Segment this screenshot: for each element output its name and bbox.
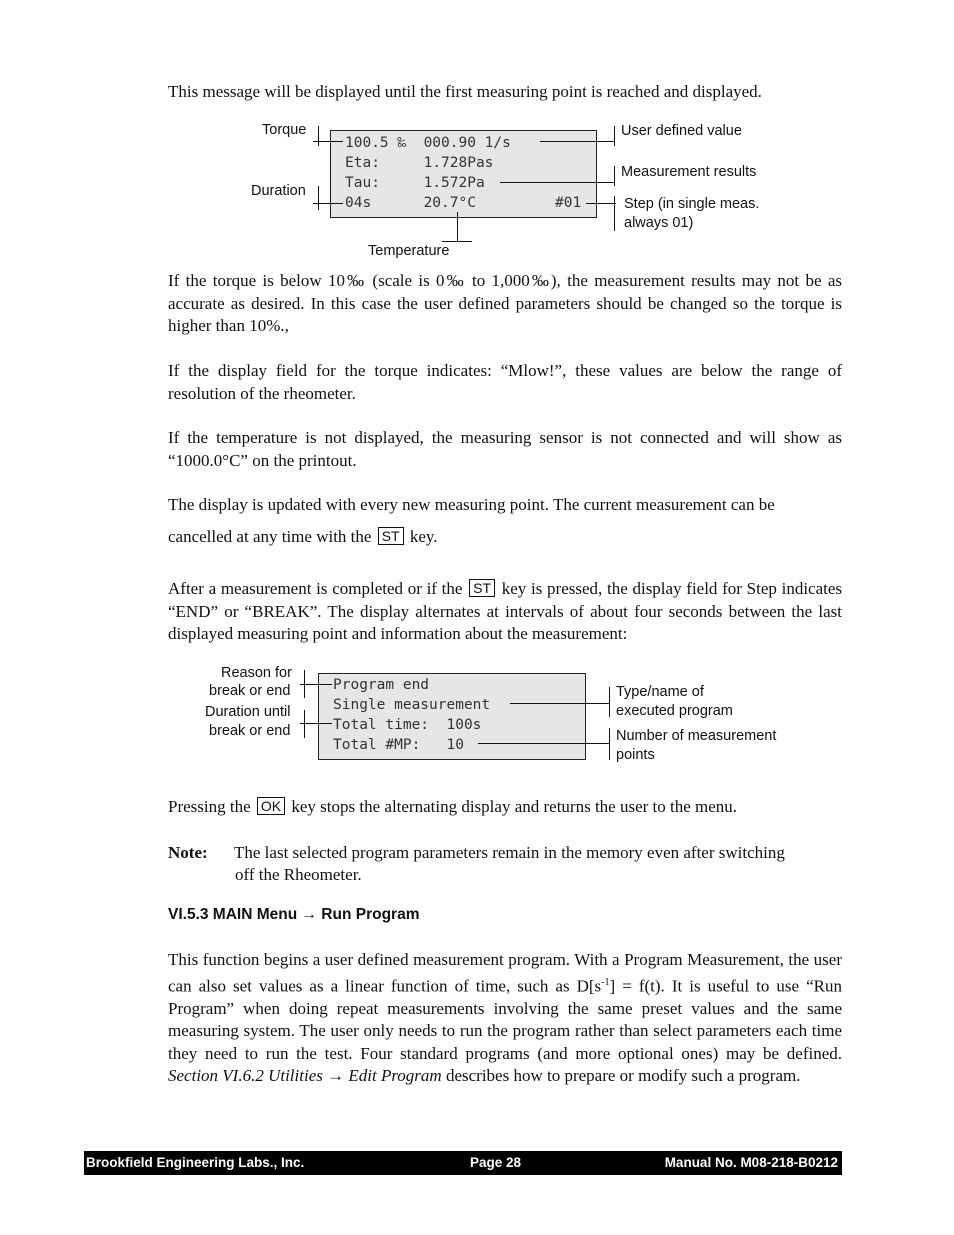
label-measurement-results: Measurement results [621, 164, 757, 180]
label-duration-until-line2: break or end [209, 723, 291, 739]
lcd1-line-tau: Tau: 1.572Pa [345, 175, 485, 191]
lcd1-step-value: #01 [555, 195, 582, 211]
st-key: ST [378, 527, 404, 545]
note-text-line1: The last selected program parameters remain in the memory even after switching [234, 843, 785, 862]
note-label: Note: [168, 843, 208, 862]
ok-key: OK [257, 797, 285, 815]
footer-page-number: Page 28 [470, 1155, 522, 1170]
temperature-paragraph: If the temperature is not displayed, the measuring sensor is not connected and will show as “1000.0°C” on the printout. [168, 428, 842, 470]
st-key: ST [469, 579, 495, 597]
footer-company: Brookfield Engineering Labs., Inc. [86, 1155, 305, 1170]
lcd1-line-eta: Eta: 1.728Pas [345, 155, 494, 171]
label-number-mp-line1: Number of measurement [616, 728, 777, 744]
intro-paragraph: This message will be displayed until the first measuring point is reached and displayed. [168, 82, 762, 101]
label-type-name-line1: Type/name of [616, 684, 704, 700]
note-text-line2: off the Rheometer. [235, 865, 362, 884]
lcd-measurement-display [330, 130, 597, 218]
label-type-name-line2: executed program [616, 703, 733, 719]
label-number-mp-line2: points [616, 747, 655, 763]
label-reason-line2: break or end [209, 683, 291, 699]
label-user-defined-value: User defined value [621, 123, 742, 139]
mlow-paragraph: If the display field for the torque indicates: “Mlow!”, these values are below the range of resolution of the rheometer. [168, 361, 842, 403]
section-heading: VI.5.3 MAIN Menu → Run Program [168, 906, 420, 923]
footer-manual-number: Manual No. M08-218-B0212 [664, 1155, 838, 1170]
label-torque: Torque [262, 122, 307, 138]
lcd2-line-single-measurement: Single measurement [333, 697, 491, 713]
completion-paragraph: After a measurement is completed or if the ST key is pressed, the display field for Step indicates “END” or “BREAK”. The display alternates at intervals of about four seconds between the last displayed measuring point and information about the measurement: [168, 579, 843, 643]
lcd2-line-total-time: Total time: 100s [333, 717, 482, 733]
label-temperature: Temperature [368, 243, 450, 259]
lcd2-line-total-mp: Total #MP: 10 [333, 737, 464, 753]
label-step-line1: Step (in single meas. [624, 196, 760, 212]
update-paragraph: The display is updated with every new measuring point. The current measurement can be cancelled at any time with the ST key. [168, 495, 775, 546]
ok-key-paragraph: Pressing the OK key stops the alternating display and returns the user to the menu. [168, 797, 738, 816]
label-duration-until-line1: Duration until [205, 704, 291, 720]
lcd-program-end-display [318, 673, 586, 760]
label-duration: Duration [251, 183, 306, 199]
lcd1-line-duration-temp: 04s 20.7°C [345, 195, 476, 211]
run-program-paragraph: This function begins a user defined measurement program. With a Program Measurement, the user can also set values as a linear function of time, such as $D[s^{-1}] = f(t)$. It is useful to use “Run Program” when doing repeat measurements involving the same preset values and the same measuring system. The user only needs to run the program rather than select parameters each time they need to run the test. Four standard programs (and more optional ones) may be defined. Section VI.6.2 Utilities → Edit Program describes how to prepare or modify such a program. [168, 950, 842, 1086]
label-reason-line1: Reason for [221, 665, 292, 681]
page-footer [84, 1151, 842, 1175]
label-step-line2: always 01) [624, 215, 694, 231]
lcd2-line-program-end: Program end [333, 677, 430, 693]
lcd1-line-torque-shear: 100.5 ‰ 000.90 1/s [345, 135, 511, 151]
torque-paragraph: If the torque is below 10‰ (scale is 0‰ to 1,000‰), the measurement results may not be as accurate as desired. In this case the user defined parameters should be changed so the torque is higher than 10%., [168, 271, 842, 335]
